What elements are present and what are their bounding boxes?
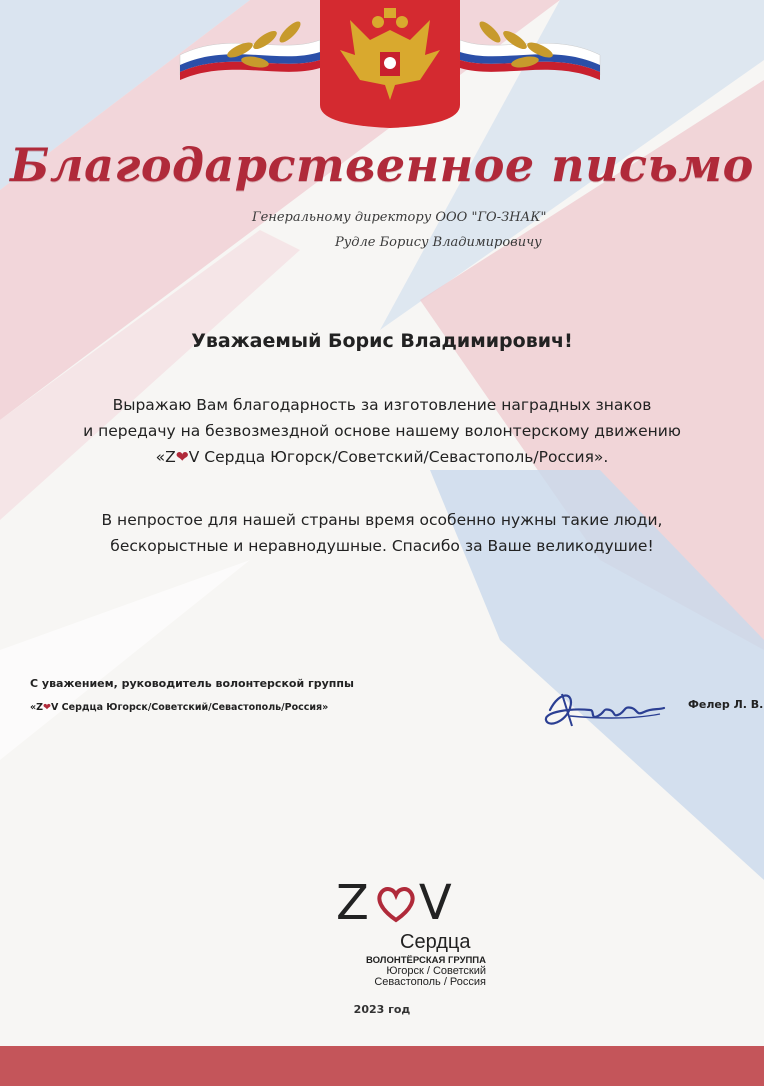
- paragraph-1-line-3: [30, 444, 734, 470]
- closing-group-suffix: V Сердца Югорск/Советский/Севастополь/Россия»: [51, 702, 329, 713]
- letter-title: Благодарственное письмо: [10, 138, 754, 192]
- logo-caption-2: Югорск / Советский: [386, 965, 486, 977]
- heart-icon: [375, 885, 417, 923]
- logo-caption-3: Севастополь / Россия: [374, 976, 486, 988]
- heart-icon: ❤: [175, 448, 189, 466]
- greeting: Уважаемый Борис Владимирович!: [191, 330, 573, 352]
- closing-line-2: [30, 696, 354, 720]
- logo-v: V: [418, 875, 456, 931]
- paragraph-2-line-2: бескорыстные и неравнодушные. Спасибо за Ваше великодушие!: [110, 537, 654, 555]
- group-name-prefix: «Z: [155, 448, 176, 466]
- group-name-suffix: V Сердца Югорск/Советский/Севастополь/Россия».: [188, 448, 609, 466]
- handwritten-signature-icon: [540, 680, 670, 740]
- paragraph-1-line-2: и передачу на безвозмездной основе нашему волонтерскому движению: [83, 422, 681, 440]
- logo-caption-1: ВОЛОНТЁРСКАЯ ГРУППА: [366, 955, 486, 966]
- paragraph-1: [30, 392, 734, 470]
- paragraph-2-line-1: В непростое для нашей страны время особенно нужны такие люди,: [101, 511, 663, 529]
- logo-caption: [336, 955, 486, 988]
- logo-z: Z: [336, 875, 373, 931]
- closing-line-1: С уважением, руководитель волонтерской группы: [30, 677, 354, 690]
- signer-name: Фелер Л. В.: [688, 698, 764, 711]
- russian-coat-of-arms-icon: [170, 0, 610, 130]
- addressee-position: Генеральному директору ООО "ГО-ЗНАК": [252, 210, 547, 225]
- addressee-name: Рудле Борису Владимировичу: [335, 235, 542, 250]
- paragraph-2: [30, 507, 734, 559]
- closing-block: [30, 672, 354, 720]
- logo-serdca: Сердца: [400, 931, 471, 953]
- bottom-bar: [0, 1046, 764, 1086]
- logo-zov: [336, 875, 456, 931]
- letter-year: 2023 год: [353, 1003, 411, 1016]
- closing-group-prefix: «Z: [30, 702, 44, 713]
- paragraph-1-line-1: Выражаю Вам благодарность за изготовление наградных знаков: [112, 396, 652, 414]
- heart-icon: ❤: [43, 702, 51, 713]
- zov-serdca-logo: [330, 875, 490, 1005]
